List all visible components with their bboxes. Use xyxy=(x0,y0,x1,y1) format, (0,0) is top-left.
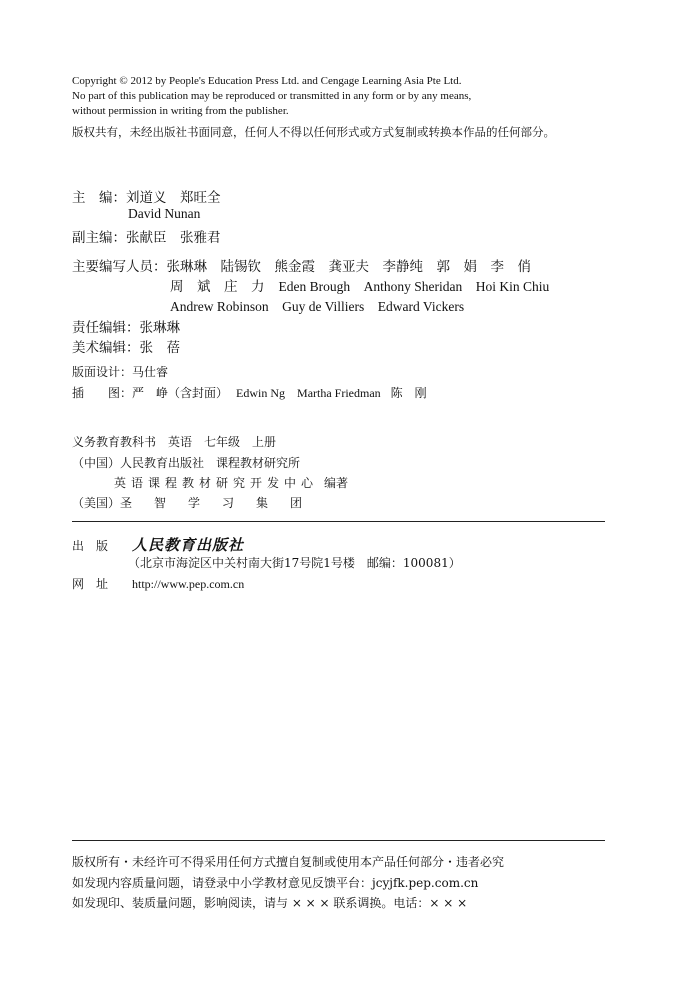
writers-label: 主要编写人员： xyxy=(72,259,167,275)
illustration-label: 插 图： xyxy=(72,386,133,400)
publisher-1-name: 人民教育出版社 课程教材研究所 xyxy=(120,456,301,470)
website-label: 网 址 xyxy=(72,577,109,591)
publisher-line-3 xyxy=(72,494,324,511)
divider-bottom xyxy=(72,840,605,841)
writers-names-3: Andrew Robinson Guy de Villiers Edward Vickers xyxy=(170,299,465,314)
layout-design-label: 版面设计： xyxy=(72,365,133,379)
book-title: 义务教育教科书 英语 七年级 上册 xyxy=(72,435,277,449)
chief-editor-names: 刘道义 郑旺全 xyxy=(126,190,221,206)
art-editor-label: 美术编辑： xyxy=(72,340,140,356)
footer-feedback: 如发现内容质量问题，请登录中小学教材意见反馈平台：jcyjfk.pep.com.cn xyxy=(72,876,479,890)
deputy-editor-names: 张献臣 张雅君 xyxy=(126,230,221,246)
footer-print-quality: 如发现印、装质量问题，影响阅读，请与 × × × 联系调换。电话：× × × xyxy=(72,896,468,910)
copyright-line-3: without permission in writing from the publisher. xyxy=(72,105,289,117)
copyright-line-2: No part of this publication may be reproduced or transmitted in any form or by any means, xyxy=(72,90,472,102)
copyright-line-1: Copyright © 2012 by People's Education Press Ltd. and Cengage Learning Asia Pte Ltd. xyxy=(72,75,462,87)
illustration-names-cn: 严 峥（含封面） xyxy=(132,386,229,400)
footer-rights: 版权所有・未经许可不得采用任何方式擅自复制或使用本产品任何部分・违者必究 xyxy=(72,855,505,869)
writers-row-1 xyxy=(72,255,531,275)
chief-editor-row xyxy=(72,186,221,206)
writers-names-2-cn: 周 斌 庄 力 xyxy=(170,279,265,295)
art-editor-name: 张 蓓 xyxy=(139,340,180,356)
copyright-notice-cn: 版权共有，未经出版社书面同意，任何人不得以任何形式或方式复制或转换本作品的任何部分。 xyxy=(72,125,555,139)
publisher-3-name: 圣智学习集团 xyxy=(120,496,325,510)
responsible-editor-row xyxy=(72,316,180,336)
illustration-row xyxy=(72,384,427,401)
website-link[interactable]: http://www.pep.com.cn xyxy=(132,577,245,591)
writers-names-2-en: Eden Brough Anthony Sheridan Hoi Kin Chiu xyxy=(278,279,550,294)
illustration-names-en: Edwin Ng Martha Friedman xyxy=(236,386,381,400)
publisher-line-2 xyxy=(114,474,348,491)
deputy-editor-row xyxy=(72,226,221,246)
divider-top xyxy=(72,521,605,522)
publisher-logo-text: 人民教育出版社 xyxy=(132,536,245,554)
responsible-editor-label: 责任编辑： xyxy=(72,320,140,336)
illustration-names-cn-2: 陈 刚 xyxy=(390,386,427,400)
publisher-2-suffix: 编著 xyxy=(324,476,349,490)
writers-names-1: 张琳琳 陆锡钦 熊金霞 龚亚夫 李静纯 郭 娟 李 俏 xyxy=(166,259,531,275)
publisher-address: （北京市海淀区中关村南大街17号院1号楼 邮编：100081） xyxy=(128,556,461,570)
layout-design-name: 马仕睿 xyxy=(132,365,169,379)
publisher-2-name: 英语课程教材研究开发中心 xyxy=(114,476,319,490)
layout-design-row xyxy=(72,363,168,380)
deputy-editor-label: 副主编： xyxy=(72,230,126,246)
chief-editor-names-en: David Nunan xyxy=(128,206,201,221)
website-row xyxy=(72,575,244,592)
publisher-3-prefix: （美国） xyxy=(72,496,121,510)
publisher-line-1 xyxy=(72,454,300,471)
publish-row xyxy=(72,534,244,555)
writers-row-2 xyxy=(170,275,549,295)
art-editor-row xyxy=(72,336,180,356)
chief-editor-label: 主 编： xyxy=(72,190,126,206)
responsible-editor-name: 张琳琳 xyxy=(139,320,180,336)
publish-label: 出 版 xyxy=(72,539,109,553)
publisher-1-prefix: （中国） xyxy=(72,456,121,470)
